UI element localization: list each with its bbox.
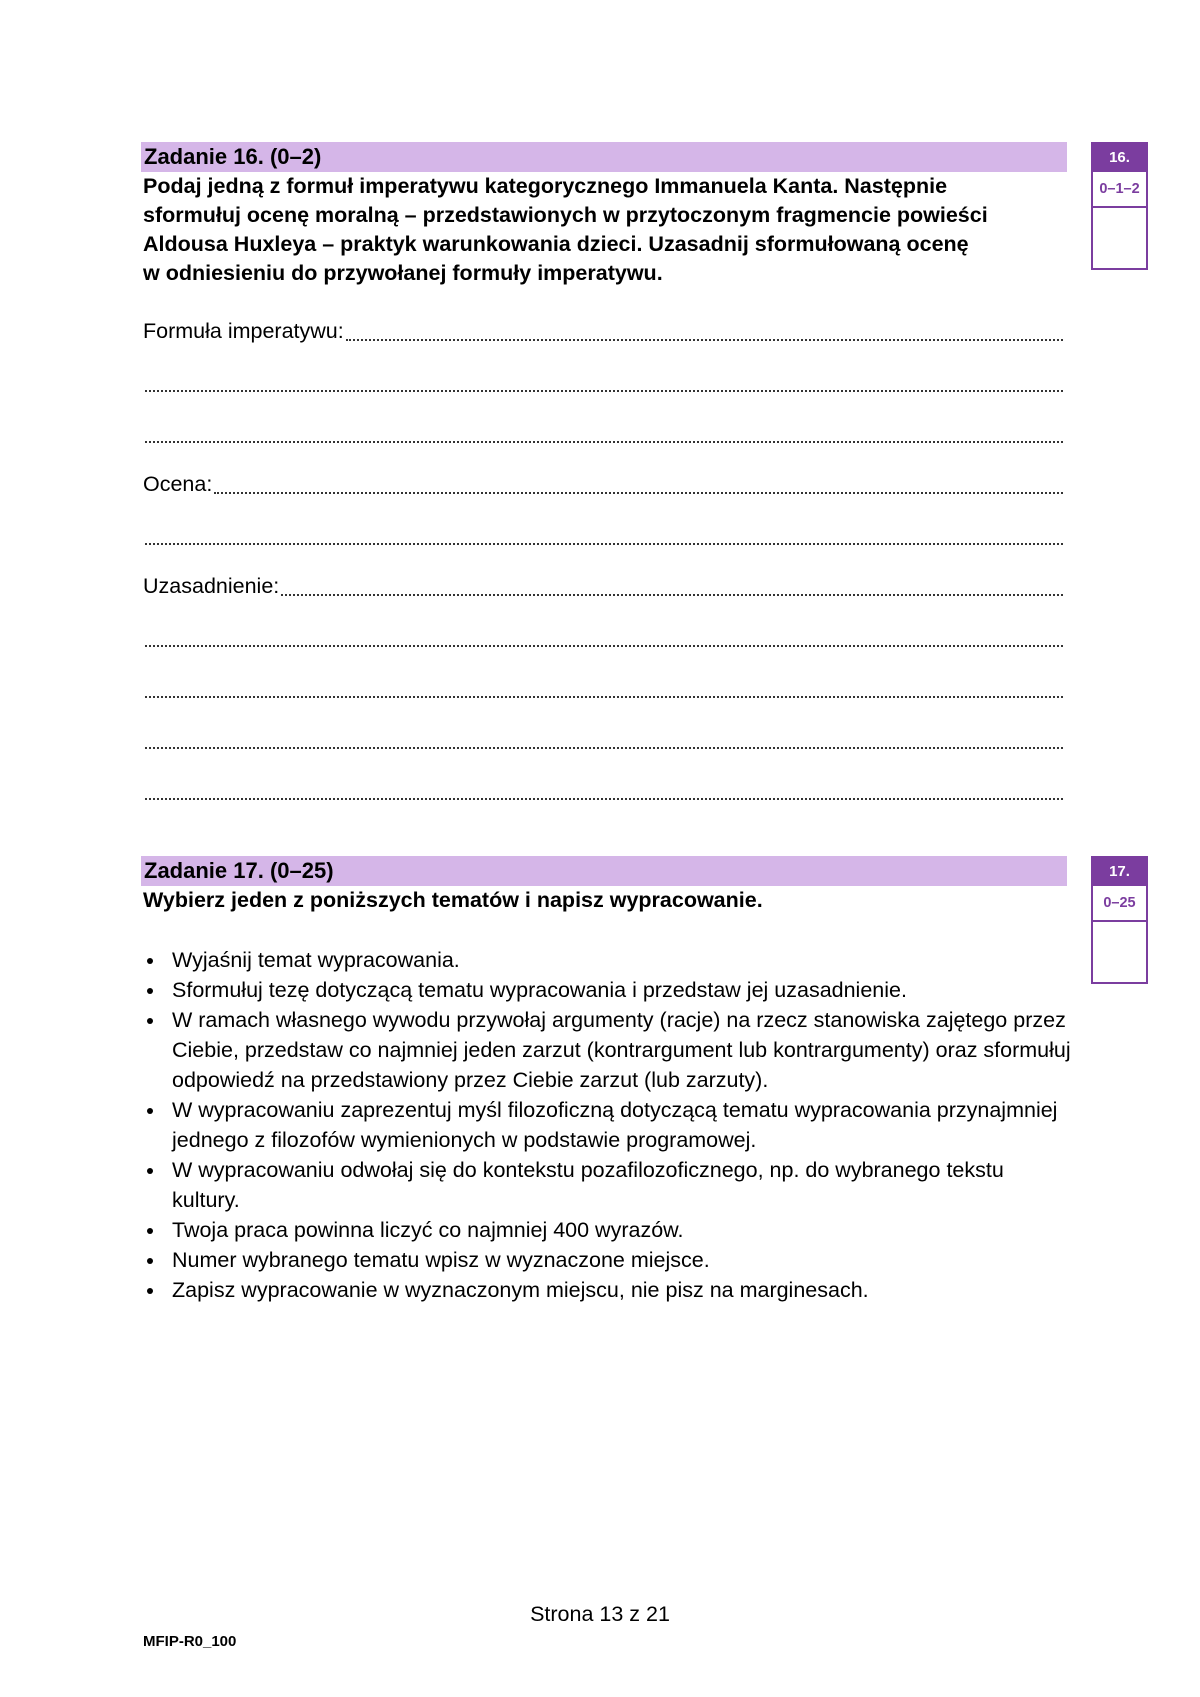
bullet-icon — [147, 988, 153, 994]
answer-line[interactable] — [143, 622, 1063, 652]
answer-line[interactable] — [143, 724, 1063, 754]
list-item-text: W wypracowaniu odwołaj się do kontekstu pozafilozoficznego, np. do wybranego tekstu kultury. — [172, 1158, 1004, 1212]
task-16-instruction-line: w odniesieniu do przywołanej formuły imperatywu. — [143, 261, 663, 285]
answer-line[interactable] — [143, 520, 1063, 550]
dotted-line — [145, 637, 1063, 647]
task-17-instruction-line: Wybierz jeden z poniższych tematów i napisz wypracowanie. — [143, 888, 763, 912]
justification-label: Uzasadnienie: — [143, 574, 280, 598]
answer-line-assessment[interactable] — [143, 469, 1063, 499]
task-16-instruction — [143, 172, 1063, 288]
dotted-line — [346, 331, 1063, 341]
task-16-score-box — [1091, 142, 1148, 270]
answer-line-formula[interactable] — [143, 316, 1063, 346]
task-16-instruction-line: sformułuj ocenę moralną – przedstawionych w przytoczonym fragmencie powieści — [143, 203, 988, 227]
dotted-line — [145, 382, 1063, 392]
dotted-line — [145, 790, 1063, 800]
bullet-icon — [147, 1258, 153, 1264]
page-number: Strona 13 z 21 — [530, 1602, 670, 1626]
dotted-line — [281, 586, 1063, 596]
bullet-icon — [147, 1288, 153, 1294]
bullet-icon — [147, 1168, 153, 1174]
list-item — [143, 1245, 1073, 1275]
task-17-score-number: 17. — [1093, 858, 1146, 886]
answer-line[interactable] — [143, 367, 1063, 397]
answer-line[interactable] — [143, 418, 1063, 448]
list-item — [143, 1005, 1073, 1095]
answer-line-justification[interactable] — [143, 571, 1063, 601]
list-item-text: Twoja praca powinna liczyć co najmniej 400 wyrazów. — [172, 1218, 684, 1242]
exam-code: MFIP-R0_100 — [143, 1633, 237, 1650]
dotted-line — [214, 484, 1063, 494]
task-16-score-number: 16. — [1093, 144, 1146, 172]
answer-line[interactable] — [143, 775, 1063, 805]
list-item — [143, 1155, 1073, 1215]
list-item — [143, 1275, 1073, 1305]
list-item-text: Wyjaśnij temat wypracowania. — [172, 948, 460, 972]
task-16-instruction-line: Podaj jedną z formuł imperatywu kategorycznego Immanuela Kanta. Następnie — [143, 174, 948, 198]
list-item — [143, 1095, 1073, 1155]
list-item — [143, 975, 1073, 1005]
dotted-line — [145, 535, 1063, 545]
task-16-score-range: 0–1–2 — [1093, 172, 1146, 208]
task-16-header: Zadanie 16. (0–2) — [141, 142, 1067, 172]
list-item-text: Numer wybranego tematu wpisz w wyznaczone miejsce. — [172, 1248, 710, 1272]
task-17-score-box — [1091, 856, 1148, 984]
bullet-icon — [147, 1018, 153, 1024]
task-17-score-range: 0–25 — [1093, 886, 1146, 922]
task-16-score-field[interactable] — [1093, 208, 1146, 268]
dotted-line — [145, 688, 1063, 698]
task-17-score-field[interactable] — [1093, 922, 1146, 982]
list-item-text: Sformułuj tezę dotyczącą tematu wypracowania i przedstaw jej uzasadnienie. — [172, 978, 907, 1002]
dotted-line — [145, 433, 1063, 443]
formula-label: Formuła imperatywu: — [143, 319, 344, 343]
list-item-text: W ramach własnego wywodu przywołaj argumenty (racje) na rzecz stanowiska zajętego przez Ciebie, przedstaw co najmniej jeden zarzut (kontrargument lub kontrargumenty) oraz sformułuj odpowiedź na przedstawiony przez Ciebie zarzut (lub zarzuty). — [172, 1008, 1071, 1092]
bullet-icon — [147, 1228, 153, 1234]
list-item — [143, 1215, 1073, 1245]
task-17-instruction — [143, 886, 1063, 915]
dotted-line — [145, 739, 1063, 749]
bullet-icon — [147, 1108, 153, 1114]
task-17-header: Zadanie 17. (0–25) — [141, 856, 1067, 886]
list-item — [143, 945, 1073, 975]
task-16-instruction-line: Aldousa Huxleya – praktyk warunkowania dzieci. Uzasadnij sformułowaną ocenę — [143, 232, 969, 256]
bullet-icon — [147, 958, 153, 964]
assessment-label: Ocena: — [143, 472, 213, 496]
answer-line[interactable] — [143, 673, 1063, 703]
list-item-text: W wypracowaniu zaprezentuj myśl filozoficzną dotyczącą tematu wypracowania przynajmniej jednego z filozofów wymienionych w podstawie programowej. — [172, 1098, 1058, 1152]
list-item-text: Zapisz wypracowanie w wyznaczonym miejscu, nie pisz na marginesach. — [172, 1278, 869, 1302]
task-17-guidelines-list — [143, 945, 1073, 1305]
